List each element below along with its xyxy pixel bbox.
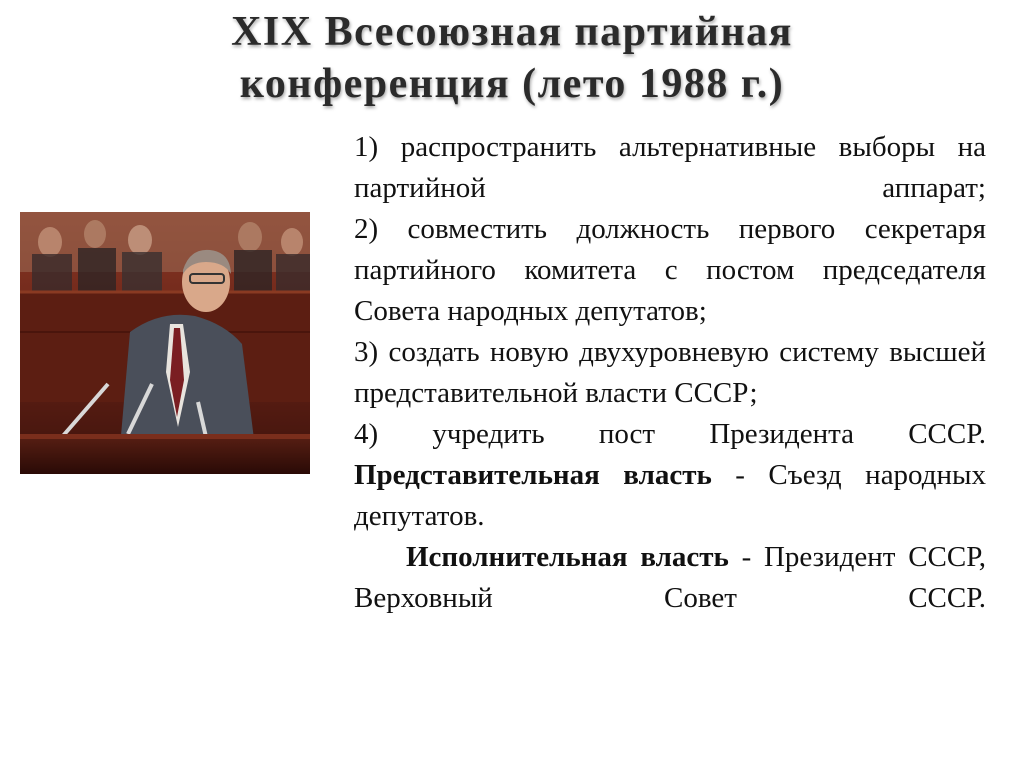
title-line-1: XIX Всесоюзная партийная bbox=[231, 9, 793, 55]
point-4 bbox=[354, 414, 986, 537]
slide-title bbox=[0, 6, 1024, 110]
point-2: 2) совместить должность первого секретаря партийного комитета с постом председателя Совета народных депутатов; bbox=[354, 213, 986, 327]
point-1 bbox=[354, 127, 986, 209]
point-4-text: 4) учредить пост Президента СССР. bbox=[354, 418, 986, 450]
speaker-at-podium-photo-icon bbox=[20, 212, 310, 474]
executive-power bbox=[354, 537, 986, 619]
gorbachev-photo bbox=[20, 212, 310, 474]
point-1-text-b: партийной bbox=[354, 172, 486, 204]
point-1-text-a: 1) распространить альтернативные выборы на bbox=[354, 131, 986, 163]
point-1-text-c: аппарат; bbox=[882, 172, 986, 204]
representative-power-text: - Съезд народных депутатов. bbox=[354, 459, 986, 532]
title-line-2: конференция (лето 1988 г.) bbox=[239, 61, 785, 107]
representative-power-term: Представительная власть bbox=[354, 459, 712, 491]
reform-points bbox=[354, 127, 986, 619]
executive-power-text: - Президент СССР, Верховный Совет СССР. bbox=[354, 541, 986, 614]
executive-power-term: Исполнительная власть bbox=[406, 541, 729, 573]
point-3: 3) создать новую двухуровневую систему высшей представительной власти СССР; bbox=[354, 336, 986, 409]
